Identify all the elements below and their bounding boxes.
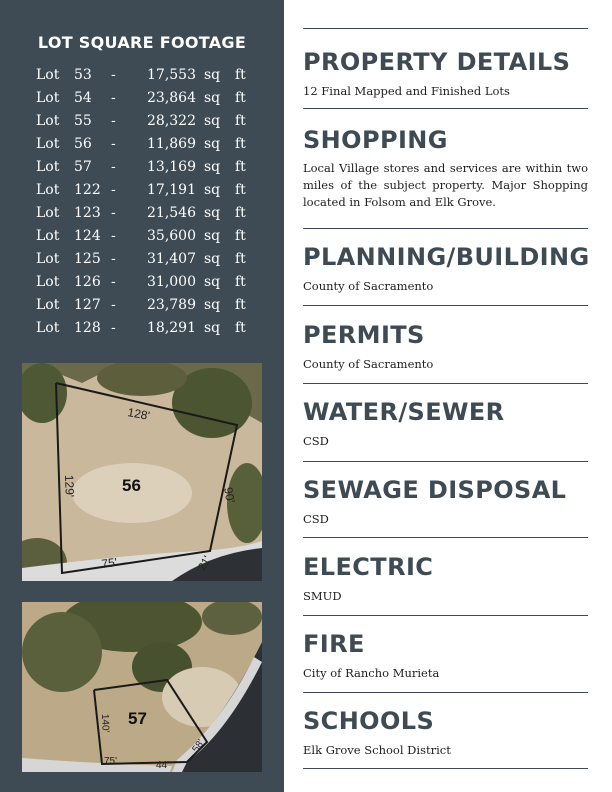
lot-56-dim-bottom: 75' — [100, 555, 118, 571]
lot-row — [36, 225, 256, 248]
lot-label: Lot — [36, 320, 60, 336]
divider — [303, 692, 588, 693]
lot-number: 124 — [74, 228, 101, 244]
divider — [303, 228, 588, 229]
planning-building-heading: PLANNING/BUILDING — [303, 243, 590, 271]
aerial-photo-lot-57 — [22, 602, 262, 772]
lot-dash: - — [111, 320, 116, 336]
lot-label: Lot — [36, 136, 60, 152]
divider — [303, 108, 588, 109]
shopping-text: Local Village stores and services are within two miles of the subject property. Major Shopping located in Folsom and Elk Grove. — [303, 161, 588, 209]
lot-label: Lot — [36, 205, 60, 221]
lot-dash: - — [111, 274, 116, 290]
lot-label: Lot — [36, 182, 60, 198]
sidebar — [0, 0, 284, 792]
lot-number: 127 — [74, 297, 101, 313]
lot-sqft: 35,600 — [147, 228, 196, 244]
lot-unit: ft — [235, 274, 246, 290]
lot-unit: ft — [235, 251, 246, 267]
lot-row — [36, 271, 256, 294]
lot-unit: sq — [204, 182, 221, 198]
lot-dash: - — [111, 228, 116, 244]
lot-dash: - — [111, 90, 116, 106]
lot-unit: sq — [204, 136, 221, 152]
lot-unit: ft — [235, 205, 246, 221]
lot-57-dim-bottom2: 44' — [156, 760, 170, 771]
lot-57-dim-right: 58' — [190, 737, 207, 755]
lot-number: 55 — [74, 113, 92, 129]
lot-unit: sq — [204, 90, 221, 106]
lot-label: Lot — [36, 297, 60, 313]
divider — [303, 305, 588, 306]
lot-footage-title: LOT SQUARE FOOTAGE — [37, 33, 247, 52]
lot-unit: ft — [235, 90, 246, 106]
lot-sqft: 17,191 — [147, 182, 196, 198]
lot-sqft: 11,869 — [147, 136, 196, 152]
lot-unit: ft — [235, 113, 246, 129]
lot-56-dim-right: 90' — [221, 486, 238, 504]
lot-label: Lot — [36, 159, 60, 175]
lot-number: 57 — [74, 159, 92, 175]
lot-unit: ft — [235, 182, 246, 198]
divider — [303, 28, 588, 29]
lot-row — [36, 110, 256, 133]
fire-text: City of Rancho Murieta — [303, 666, 440, 680]
lot-sqft: 23,864 — [147, 90, 196, 106]
lot-unit: ft — [235, 67, 246, 83]
lot-number: 128 — [74, 320, 101, 336]
lot-number: 125 — [74, 251, 101, 267]
lot-dash: - — [111, 182, 116, 198]
lot-number: 123 — [74, 205, 101, 221]
lot-unit: ft — [235, 136, 246, 152]
lot-row — [36, 156, 256, 179]
lot-row — [36, 64, 256, 87]
divider — [303, 768, 588, 769]
lot-label: Lot — [36, 251, 60, 267]
water-sewer-text: CSD — [303, 434, 329, 448]
lot-row — [36, 294, 256, 317]
lot-unit: ft — [235, 297, 246, 313]
lot-label: Lot — [36, 274, 60, 290]
lot-unit: sq — [204, 113, 221, 129]
electric-text: SMUD — [303, 589, 342, 603]
lot-unit: ft — [235, 320, 246, 336]
permits-heading: PERMITS — [303, 321, 425, 349]
lot-sqft: 18,291 — [147, 320, 196, 336]
lot-dash: - — [111, 159, 116, 175]
fire-heading: FIRE — [303, 630, 365, 658]
lot-56-label: 56 — [122, 476, 141, 495]
lot-label: Lot — [36, 228, 60, 244]
schools-heading: SCHOOLS — [303, 707, 435, 735]
lot-unit: sq — [204, 274, 221, 290]
lot-unit: sq — [204, 159, 221, 175]
lot-list — [36, 64, 256, 340]
lot-sqft: 13,169 — [147, 159, 196, 175]
lot-56-dim-left: 129' — [62, 474, 77, 498]
lot-sqft: 28,322 — [147, 113, 196, 129]
divider — [303, 383, 588, 384]
property-details-heading: PROPERTY DETAILS — [303, 48, 571, 76]
lot-sqft: 31,407 — [147, 251, 196, 267]
lot-unit: sq — [204, 297, 221, 313]
lot-label: Lot — [36, 113, 60, 129]
lot-dash: - — [111, 136, 116, 152]
lot-number: 122 — [74, 182, 101, 198]
property-details-text: 12 Final Mapped and Finished Lots — [303, 84, 510, 98]
lot-dash: - — [111, 251, 116, 267]
divider — [303, 461, 588, 462]
lot-sqft: 31,000 — [147, 274, 196, 290]
electric-heading: ELECTRIC — [303, 553, 434, 581]
lot-number: 126 — [74, 274, 101, 290]
permits-text: County of Sacramento — [303, 357, 434, 371]
sewage-disposal-text: CSD — [303, 512, 329, 526]
lot-sqft: 23,789 — [147, 297, 196, 313]
sewage-disposal-heading: SEWAGE DISPOSAL — [303, 476, 567, 504]
lot-number: 54 — [74, 90, 92, 106]
lot-sqft: 21,546 — [147, 205, 196, 221]
lot-label: Lot — [36, 67, 60, 83]
lot-dash: - — [111, 205, 116, 221]
lot-dash: - — [111, 113, 116, 129]
lot-row — [36, 179, 256, 202]
lot-label: Lot — [36, 90, 60, 106]
schools-text: Elk Grove School District — [303, 743, 451, 757]
water-sewer-heading: WATER/SEWER — [303, 398, 505, 426]
planning-building-text: County of Sacramento — [303, 279, 434, 293]
lot-row — [36, 87, 256, 110]
lot-unit: sq — [204, 67, 221, 83]
lot-row — [36, 133, 256, 156]
lot-56-dim-top: 128' — [126, 405, 151, 423]
lot-unit: sq — [204, 205, 221, 221]
lot-unit: sq — [204, 251, 221, 267]
shopping-heading: SHOPPING — [303, 126, 448, 154]
lot-number: 53 — [74, 67, 92, 83]
aerial-photo-lot-56 — [22, 363, 262, 581]
lot-row — [36, 248, 256, 271]
lot-dash: - — [111, 67, 116, 83]
lot-sqft: 17,553 — [147, 67, 196, 83]
lot-unit: ft — [235, 159, 246, 175]
lot-57-dim-bottom: 75' — [104, 756, 118, 767]
lot-unit: sq — [204, 228, 221, 244]
lot-57-label: 57 — [128, 709, 147, 728]
divider — [303, 537, 588, 538]
lot-dash: - — [111, 297, 116, 313]
lot-row — [36, 317, 256, 340]
lot-unit: sq — [204, 320, 221, 336]
lot-row — [36, 202, 256, 225]
lot-number: 56 — [74, 136, 92, 152]
lot-57-dim-left: 140' — [99, 713, 111, 733]
divider — [303, 615, 588, 616]
lot-56-dim-corner: 21' — [196, 554, 214, 573]
lot-unit: ft — [235, 228, 246, 244]
